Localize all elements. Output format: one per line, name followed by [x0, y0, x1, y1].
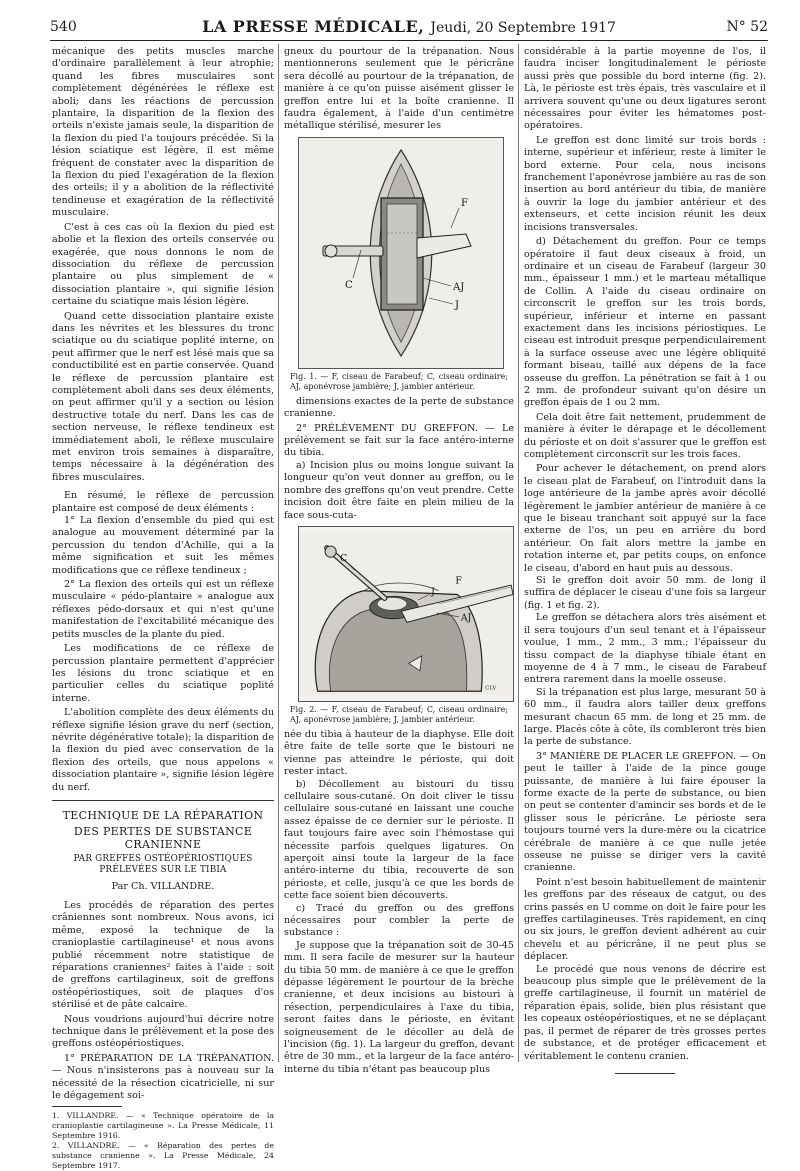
- paragraph: Le greffon est donc limité sur trois bords : interne, supérieur et inférieur, reste à limiter le bord externe. Pour cela, nous incisons franchement l'aponévrose jambière au ras de son insertion au bord antérieur du tibia, de manière à ouvrir la loge du jambier antérieur et des extenseurs, et cette incision réunit les deux incisions transversales.: [524, 134, 766, 233]
- fig2-label-J: J: [431, 586, 435, 598]
- paragraph: a) Incision plus ou moins longue suivant la longueur qu'on veut donner au greffon, ou le nombre des greffons qu'on veut prendre. Cette incision doit être faite en plein milieu de la face sous-cuta-: [284, 459, 514, 521]
- paragraph: Le procédé que nous venons de décrire est beaucoup plus simple que le prélèvement de la greffe cartilagineuse, il fournit un matériel de réparation épais, solide, bien plus résistant que les copeaux ostéopériostiques, et ne se déplaçant pas, il permet de réparer de très grosses pertes de substance, et de protéger efficacement et véritablement le contenu cranien.: [524, 963, 766, 1062]
- paragraph: gneux du pourtour de la trépanation. Nous mentionnerons seulement que le péricrâne sera décollé au pourtour de la trépanation, de manière à ce qu'on puisse aisément glisser le greffon entre lui et la boîte cranienne. Il faudra également, à l'aide d'un centimètre métallique stérilisé, mesurer les: [284, 46, 514, 132]
- figure-1: [298, 137, 504, 369]
- paragraph: Le greffon se détachera alors très aisément et il sera toujours d'un seul tenant et à l'épaisseur voulue, 1 mm., 2 mm., 3 mm.; l'épaisseur du tissu compact de la diaphyse tibiale étant en moyenne de 4 à 7 mm., le ciseau de Farabeuf entrera rarement dans la moelle osseuse.: [524, 612, 766, 686]
- column-1: [52, 46, 274, 1171]
- paragraph: Les modifications de ce réflexe de percussion plantaire permettent d'apprécier les lésions du tronc sciatique et en particulier celles du sciatique poplité interne.: [52, 643, 274, 704]
- figure-1-caption: Fig. 1. — F, ciseau de Farabeuf; C, ciseau ordinaire; AJ, aponévrose jambière; J, jambier antérieur.: [290, 371, 508, 392]
- journal-title-line: [50, 17, 768, 36]
- fig1-label-C: C: [345, 279, 353, 291]
- page-number: 540: [50, 19, 77, 35]
- paragraph: Je suppose que la trépanation soit de 30-45 mm. Il sera facile de mesurer sur la hauteur du tibia 50 mm. de manière à ce que le greffon dépasse légèrement le pourtour de la brèche cranienne, et deux incisions au bistouri à résection, perpendiculaires à l'axe du tibia, seront faites dans le périoste, en évitant soigneusement de le décoller au delà de l'incision (fig. 1). La largeur du greffon, devant être de 30 mm., et la largeur de la face antéro-interne du tibia n'étant pas beaucoup plus: [284, 939, 514, 1075]
- paragraph: 3° MANIÈRE DE PLACER LE GREFFON. — On peut le tailler à l'aide de la pince gouge puissante, de manière à lui faire épouser la forme exacte de la perte de substance, ou bien on peut se contenter d'amincir ses bords et de le glisser sous le péricrâne. Le périoste sera toujours tourné vers la dure-mère ou la cicatrice cérébrale de manière à ce que nulle jetée osseuse ne puisse se diriger vers la cavité cranienne.: [524, 750, 766, 874]
- paragraph: Les procédés de réparation des pertes crâniennes sont nombreux. Nous avons, ici même, exposé la technique de la cranioplastie cartilagineuse¹ et nous avons publié récemment notre statistique de réparations craniennes² faites à l'aide : soit de greffons cartilagineux, soit de greffons ostéopériostiques, soit de plaques d'os stérilisé et de pâte calcaire.: [52, 899, 274, 1011]
- paragraph: née du tibia à hauteur de la diaphyse. Elle doit être faite de telle sorte que le bistouri ne vienne pas atteindre le périoste, qui doit rester intact.: [284, 728, 514, 778]
- figure-2-illustration: [299, 527, 513, 701]
- paragraph: 1° PRÉPARATION DE LA TRÉPANATION. — Nous n'insisterons pas à nouveau sur la nécessité de la résection cicatricielle, ni sur le dégagement soi-: [52, 1052, 274, 1102]
- fig2-label-F: F: [455, 575, 462, 587]
- column-2: [284, 46, 514, 1076]
- column-divider: [518, 44, 519, 1062]
- paragraph: c) Tracé du greffon ou des greffons nécessaires pour combler la perte de substance :: [284, 902, 514, 939]
- paragraph: En résumé, le réflexe de percussion plantaire est composé de deux éléments :: [52, 490, 274, 514]
- figure-2-caption: Fig. 2. — F, ciseau de Farabeuf; C, ciseau ordinaire; AJ, aponévrose jambière; J, jambier antérieur.: [290, 704, 508, 725]
- journal-name: LA PRESSE MÉDICALE,: [202, 17, 425, 36]
- section-rule: [52, 800, 274, 801]
- paragraph: 2° PRÉLÈVEMENT DU GREFFON. — Le prélèvement se fait sur la face antéro-interne du tibia.: [284, 422, 514, 459]
- paragraph: 2° La flexion des orteils qui est un réflexe musculaire « pédo-plantaire » analogue aux réflexes pédo-dorsaux et qui n'est qu'une manifestation de l'excitabilité mécanique des petits muscles de la plante du pied.: [52, 579, 274, 640]
- fig2-label-AJ: AJ: [460, 612, 472, 624]
- paragraph: Cela doit être fait nettement, prudemment de manière à éviter le dérapage et le décollement du périoste et on doit s'assurer que le greffon est complètement circonscrit sur les trois faces.: [524, 411, 766, 460]
- column-3: [524, 46, 766, 1074]
- footnote-rule: [52, 1106, 122, 1107]
- fig1-label-F: F: [461, 197, 468, 209]
- paragraph: dimensions exactes de la perte de substance cranienne.: [284, 395, 514, 420]
- fig2-signature: CLV: [485, 685, 497, 692]
- footnote: 1. VILLANDRE. — « Technique opératoire de la cranioplastie cartilagineuse ». La Presse Médicale, 11 Septembre 1916.: [52, 1111, 274, 1141]
- paragraph: C'est à ces cas où la flexion du pied est abolie et la flexion des orteils conservée ou exagérée, que nous donnons le nom de dissociation du réflexe de percussion plantaire ou plus simplement de « dissociation plantaire », qui signifie lésion certaine du sciatique mais lésion légère.: [52, 221, 274, 308]
- article-author: [52, 881, 274, 892]
- paragraph: considérable à la partie moyenne de l'os, il faudra inciser longitudinalement le périoste aussi près que possible du bord interne (fig. 2). Là, le périoste est très épais, très vasculaire et il arrivera souvent qu'une ou deux ligatures seront nécessaires pour éviter les hématomes post-opératoires.: [524, 46, 766, 132]
- paragraph: L'abolition complète des deux éléments du réflexe signifie lésion grave du nerf (section, névrite dégénérative totale); la disparition de la flexion du pied avec conservation de la flexion des orteils, que nous appelons « dissociation plantaire », signifie lésion légère du nerf.: [52, 707, 274, 793]
- page-header: [50, 15, 768, 37]
- paragraph: Nous voudrions aujourd'hui décrire notre technique dans le prélèvement et la pose des greffons ostéopériostiques.: [52, 1013, 274, 1050]
- footnote: 2. VILLANDRE. — « Réparation des pertes de substance cranienne ». La Presse Médicale, 24 Septembre 1917.: [52, 1141, 274, 1171]
- paragraph: b) Décollement au bistouri du tissu cellulaire sous-cutané. On doit cliver le tissu cellulaire sous-cutané en laissant une couche assez épaisse de ce dernier sur le périoste. Il faut toujours faire avec soin l'hémostase qui nécessite parfois quelques ligatures. On aperçoit ainsi toute la largeur de la face antéro-interne du tibia, recouverte de son périoste, et celle, jusqu'à ce que les bords de cette face soient bien découverts.: [284, 778, 514, 902]
- paragraph: 1° La flexion d'ensemble du pied qui est analogue au mouvement déterminé par la percussion du tendon d'Achille, qui a la même signification et suit les mêmes modifications que ce réflexe tendineux ;: [52, 515, 274, 576]
- paragraph: Quand cette dissociation plantaire existe dans les névrites et les blessures du tronc sciatique ou du sciatique poplité interne, on peut affirmer que le nerf est lésé mais que sa conductibilité est en partie conservée. Quand le réflexe de percussion plantaire est complètement aboli dans ses deux éléments, on peut affirmer qu'il y a section ou lésion destructive totale du nerf. Dans les cas de section nerveuse, le réflexe tendineux est immédiatement aboli, le réflexe musculaire met environ trois semaines à disparaître, temps nécessaire à la dégénération des fibres musculaires.: [52, 310, 274, 483]
- article-title: TECHNIQUE DE LA RÉPARATION: [62, 808, 264, 822]
- figure-1-illustration: [299, 138, 503, 368]
- paragraph: Point n'est besoin habituellement de maintenir les greffons par des réseaux de catgut, ou des crins passés en U comme on doit le faire pour les greffes cartilagineuses. Très rapidement, en cinq ou six jours, le greffon devient adhérent au cuir chevelu et au péricrâne, il ne peut plus se déplacer.: [524, 876, 766, 963]
- end-rule: [615, 1073, 675, 1074]
- paragraph: d) Détachement du greffon. Pour ce temps opératoire il faut deux ciseaux à froid, un ordinaire et un ciseau de Farabeuf (largeur 30 mm., épaisseur 1 mm.) et le marteau métallique de Collin. A l'aide du ciseau ordinaire on circonscrit le greffon sur les trois bords, supérieur, inférieur et interne en passant exactement dans les incisions périostiques. Le ciseau est introduit presque perpendiculairement à la surface osseuse avec une légère obliquité formant biseau, taillé aux dépens de la face osseuse du greffon. La pénétration se fait à 1 ou 2 mm. de profondeur suivant qu'on désire un greffon épais de 1 ou 2 mm.: [524, 236, 766, 409]
- issue-date: Jeudi, 20 Septembre 1917: [430, 20, 616, 36]
- author-name: Ch. VILLANDRE.: [131, 880, 215, 892]
- column-divider: [278, 44, 279, 1062]
- header-rule: [50, 40, 768, 41]
- fig1-label-AJ: AJ: [453, 281, 465, 293]
- author-prefix: Par: [111, 880, 128, 892]
- fig1-label-J: J: [455, 299, 460, 311]
- fig2-label-C: C: [339, 552, 348, 564]
- issue-number: N° 52: [726, 19, 768, 35]
- article-subtitle: PRÉLEVÉES SUR LE TIBIA: [99, 864, 227, 875]
- paragraph: Pour achever le détachement, on prend alors le ciseau plat de Farabeuf, on l'introduit dans la loge antérieure de la jambe après avoir décollé légèrement le jambier antérieur de manière à ce que le biseau tranchant soit appuyé sur la face externe de l'os, un peu en arrière du bord antérieur. On fait alors mettre la jambe en rotation interne et, par petits coups, on enfonce le ciseau, d'abord en haut puis au dessous.: [524, 463, 766, 574]
- figure-2: [298, 526, 514, 702]
- paragraph: Si la trépanation est plus large, mesurant 50 à 60 mm., il faudra alors tailler deux greffons mesurant chacun 65 mm. de long et 25 mm. de large. Placés côte à côte, ils combleront très bien la perte de substance.: [524, 686, 766, 748]
- paragraph: Si le greffon doit avoir 50 mm. de long il suffira de déplacer le ciseau d'une fois sa largeur (fig. 1 et fig. 2).: [524, 575, 766, 611]
- article-title: DES PERTES DE SUBSTANCE CRANIENNE: [73, 824, 253, 851]
- paragraph: mécanique des petits muscles marche d'ordinaire parallèlement à leur atrophie; quand les fibres musculaires sont complètement dégénérées le réflexe est aboli; dans les réactions de percussion plantaire, la disparition de la flexion des orteils n'existe jamais seule, la disparition de la flexion du pied l'a toujours précédée. Si la lésion sciatique est légère, il est même fréquent de constater avec la disparition de la flexion du pied l'exagération de la flexion des orteils; il y a abolition de la réflectivité tendineuse et exagération de la réflectivité musculaire.: [52, 46, 274, 219]
- article-subtitle: PAR GREFFES OSTÉOPÉRIOSTIQUES: [73, 853, 253, 864]
